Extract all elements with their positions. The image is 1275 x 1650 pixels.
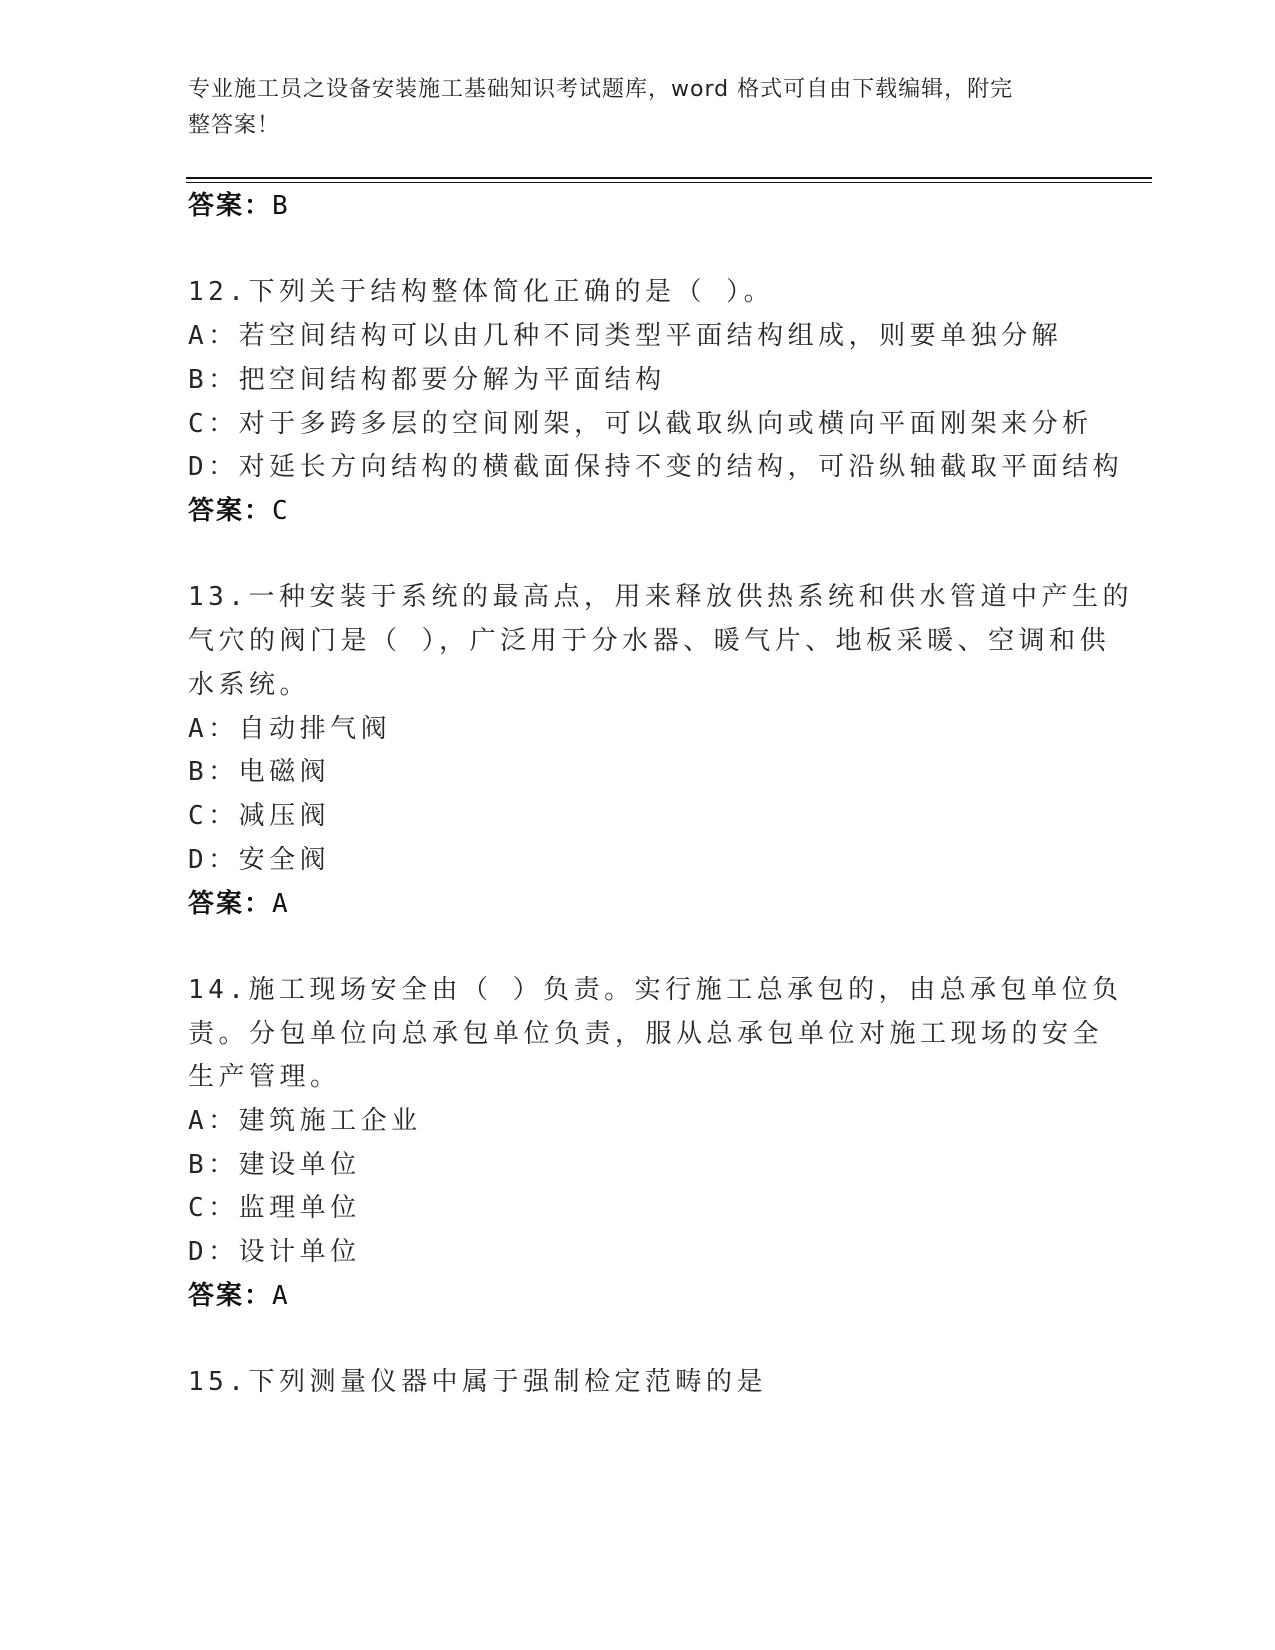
answer-value: A — [272, 1281, 290, 1311]
answer-value: A — [272, 889, 290, 919]
question-13-option-a: A：自动排气阀 — [188, 714, 392, 744]
question-14-stem-line-3: 生产管理。 — [188, 1062, 341, 1092]
answer-prev — [188, 191, 290, 221]
question-13-stem-line-3: 水系统。 — [188, 670, 311, 700]
answer-label: 答案： — [188, 191, 273, 221]
answer-value: B — [272, 191, 290, 221]
header-line-2: 整答案！ — [188, 113, 281, 138]
question-15-stem-line-1: 15.下列测量仪器中属于强制检定范畴的是 — [188, 1367, 767, 1397]
question-12-option-c: C：对于多跨多层的空间刚架，可以截取纵向或横向平面刚架来分析 — [188, 409, 1093, 439]
question-13-stem-line-1: 13.一种安装于系统的最高点，用来释放供热系统和供水管道中产生的 — [188, 582, 1133, 612]
question-14-stem-line-1: 14.施工现场安全由（ ）负责。实行施工总承包的，由总承包单位负 — [188, 975, 1123, 1005]
question-13-stem-line-2: 气穴的阀门是（ ），广泛用于分水器、暖气片、地板采暖、空调和供 — [188, 626, 1111, 656]
question-12-stem-line-1: 12.下列关于结构整体简化正确的是（ ）。 — [188, 277, 775, 307]
question-14-stem-line-2: 责。分包单位向总承包单位负责，服从总承包单位对施工现场的安全 — [188, 1019, 1104, 1049]
question-13-option-b: B：电磁阀 — [188, 757, 331, 787]
question-12-option-b: B：把空间结构都要分解为平面结构 — [188, 365, 666, 395]
header-line-1: 专业施工员之设备安装施工基础知识考试题库，word 格式可自由下载编辑，附完 — [188, 77, 1014, 102]
question-14-option-b: B：建设单位 — [188, 1150, 361, 1180]
question-13-option-c: C：减压阀 — [188, 801, 331, 831]
answer-label: 答案： — [188, 1281, 273, 1311]
answer-value: C — [272, 496, 290, 526]
question-12-option-a: A：若空间结构可以由几种不同类型平面结构组成，则要单独分解 — [188, 321, 1063, 351]
question-12-option-d: D：对延长方向结构的横截面保持不变的结构，可沿纵轴截取平面结构 — [188, 452, 1124, 482]
question-12-answer — [188, 496, 290, 526]
header-divider-thin — [186, 182, 1152, 183]
question-13-option-d: D：安全阀 — [188, 845, 331, 875]
question-13-answer — [188, 889, 290, 919]
question-14-answer — [188, 1281, 290, 1311]
question-14-option-a: A：建筑施工企业 — [188, 1106, 422, 1136]
answer-label: 答案： — [188, 496, 273, 526]
answer-label: 答案： — [188, 889, 273, 919]
question-14-option-d: D：设计单位 — [188, 1237, 361, 1267]
header-divider-thick — [186, 177, 1152, 179]
document-header — [188, 72, 1088, 144]
question-14-option-c: C：监理单位 — [188, 1193, 361, 1223]
